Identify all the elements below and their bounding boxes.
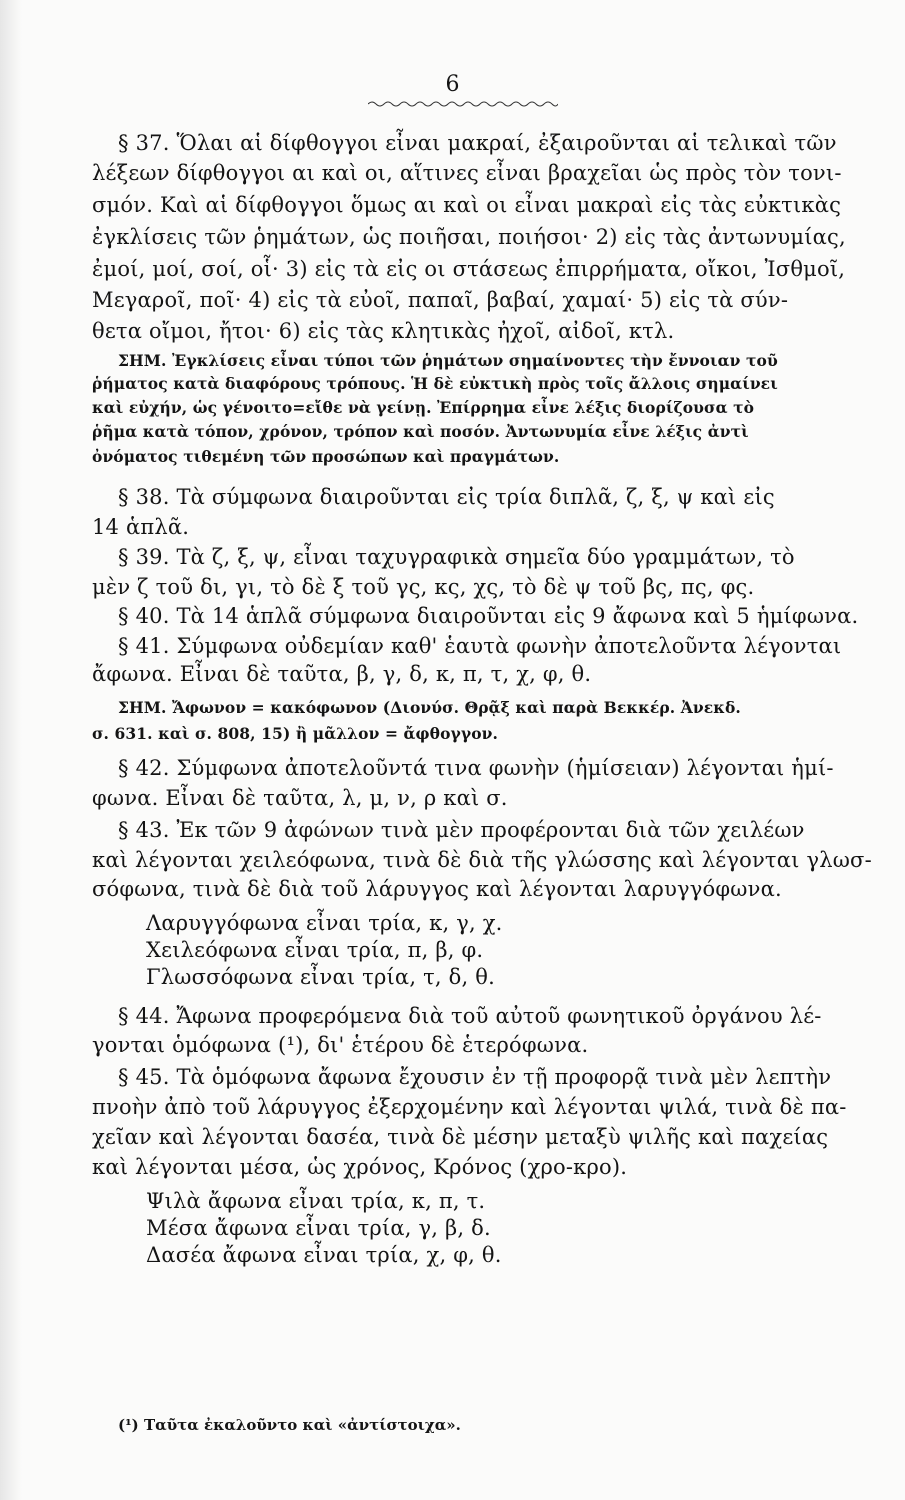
wavy-rule-ornament bbox=[368, 100, 558, 108]
note-line: ΣΗΜ. Ἐγκλίσεις εἶναι τύποι τῶν ῥημάτων σημαίνοντες τὴν ἔννοιαν τοῦ bbox=[118, 351, 778, 370]
text-line: λέξεων δίφθογγοι αι καὶ οι, αἵτινες εἶναι βραχεῖαι ὡς πρὸς τὸν τονι- bbox=[92, 161, 842, 185]
text-line: ἐγκλίσεις τῶν ῥημάτων, ὡς ποιῆσαι, ποιήσοι· 2) εἰς τὰς ἀντωνυμίας, bbox=[92, 225, 846, 249]
text-line: § 37. Ὅλαι αἱ δίφθογγοι εἶναι μακραί, ἐξαιροῦνται αἱ τελικαὶ τῶν bbox=[118, 131, 837, 155]
text-line: § 45. Τὰ ὁμόφωνα ἄφωνα ἔχουσιν ἐν τῇ προφορᾷ τινὰ μὲν λεπτὴν bbox=[118, 1065, 832, 1089]
consonant-row: Χειλεόφωνα εἶναι τρία, π, β, φ. bbox=[146, 938, 484, 962]
text-line: § 38. Τὰ σύμφωνα διαιροῦνται εἰς τρία διπλᾶ, ζ, ξ, ψ καὶ εἰς bbox=[118, 485, 775, 509]
note-line: ὀνόματος τιθεμένη τῶν προσώπων καὶ πραγμάτων. bbox=[92, 447, 560, 466]
text-line: μὲν ζ τοῦ δι, γι, τὸ δὲ ξ τοῦ γς, κς, χς, τὸ δὲ ψ τοῦ βς, πς, φς. bbox=[92, 575, 755, 599]
text-line: § 44. Ἄφωνα προφερόμενα διὰ τοῦ αὐτοῦ φωνητικοῦ ὀργάνου λέ- bbox=[118, 1004, 822, 1028]
text-line: καὶ λέγονται χειλεόφωνα, τινὰ δὲ διὰ τῆς γλώσσης καὶ λέγονται γλωσ- bbox=[92, 848, 872, 872]
text-line: σμόν. Καὶ αἱ δίφθογγοι ὅμως αι καὶ οι εἶναι μακραὶ εἰς τὰς εὐκτικὰς bbox=[92, 193, 842, 217]
note-line: σ. 631. καὶ σ. 808, 15) ἢ μᾶλλον = ἄφθογγον. bbox=[92, 724, 499, 743]
text-line: § 39. Τὰ ζ, ξ, ψ, εἶναι ταχυγραφικὰ σημεῖα δύο γραμμάτων, τὸ bbox=[118, 545, 795, 569]
text-line: ἐμοί, μοί, σοί, οἷ· 3) εἰς τὰ εἰς οι στάσεως ἐπιρρήματα, οἴκοι, Ἰσθμοῖ, bbox=[92, 257, 846, 281]
text-line: σόφωνα, τινὰ δὲ διὰ τοῦ λάρυγγος καὶ λέγονται λαρυγγόφωνα. bbox=[92, 877, 782, 901]
note-line: ῥῆμα κατὰ τόπον, χρόνον, τρόπον καὶ ποσόν. Ἀντωνυμία εἶνε λέξις ἀντὶ bbox=[92, 422, 749, 441]
text-line: χεῖαν καὶ λέγονται δασέα, τινὰ δὲ μέσην μεταξὺ ψιλῆς καὶ παχείας bbox=[92, 1125, 829, 1149]
note-line: καὶ εὐχήν, ὡς γένοιτο=εἴθε νὰ γείνῃ. Ἐπίρρημα εἶνε λέξις διορίζουσα τὸ bbox=[92, 398, 755, 417]
text-line: 14 ἁπλᾶ. bbox=[92, 515, 190, 539]
text-line: ἄφωνα. Εἶναι δὲ ταῦτα, β, γ, δ, κ, π, τ, χ, φ, θ. bbox=[92, 662, 592, 686]
text-line: θετα οἴμοι, ἤτοι· 6) εἰς τὰς κλητικὰς ἠχοῖ, αἰδοῖ, κτλ. bbox=[92, 319, 675, 343]
consonant-row: Μέσα ἄφωνα εἶναι τρία, γ, β, δ. bbox=[146, 1216, 491, 1240]
text-line: καὶ λέγονται μέσα, ὡς χρόνος, Κρόνος (χρο-κρο). bbox=[92, 1155, 628, 1179]
footnote: (¹) Ταῦτα ἐκαλοῦντο καὶ «ἀντίστοιχα». bbox=[118, 1416, 461, 1434]
page-number: 6 bbox=[445, 72, 460, 97]
text-line: § 41. Σύμφωνα οὐδεμίαν καθ' ἑαυτὰ φωνὴν ἀποτελοῦντα λέγονται bbox=[118, 634, 842, 658]
text-line: πνοὴν ἀπὸ τοῦ λάρυγγος ἐξερχομένην καὶ λέγονται ψιλά, τινὰ δὲ πα- bbox=[92, 1095, 847, 1119]
text-line: § 40. Τὰ 14 ἁπλᾶ σύμφωνα διαιροῦνται εἰς 9 ἄφωνα καὶ 5 ἡμίφωνα. bbox=[118, 604, 859, 628]
consonant-row: Δασέα ἄφωνα εἶναι τρία, χ, φ, θ. bbox=[146, 1243, 502, 1267]
page-gutter-shadow bbox=[0, 0, 22, 1500]
note-line: ΣΗΜ. Ἄφωνον = κακόφωνον (Διονύσ. Θρᾷξ καὶ παρὰ Βεκκέρ. Ἀνεκδ. bbox=[118, 698, 741, 717]
text-line: § 42. Σύμφωνα ἀποτελοῦντά τινα φωνὴν (ἡμίσειαν) λέγονται ἡμί- bbox=[118, 756, 834, 780]
consonant-row: Γλωσσόφωνα εἶναι τρία, τ, δ, θ. bbox=[146, 965, 495, 989]
text-line: § 43. Ἐκ τῶν 9 ἀφώνων τινὰ μὲν προφέρονται διὰ τῶν χειλέων bbox=[118, 818, 805, 842]
consonant-row: Λαρυγγόφωνα εἶναι τρία, κ, γ, χ. bbox=[146, 911, 503, 935]
note-line: ῥήματος κατὰ διαφόρους τρόπους. Ἡ δὲ εὐκτικὴ πρὸς τοῖς ἄλλοις σημαίνει bbox=[92, 374, 778, 393]
text-line: γονται ὁμόφωνα (¹), δι' ἑτέρου δὲ ἑτερόφωνα. bbox=[92, 1033, 589, 1057]
text-line: Μεγαροῖ, ποῖ· 4) εἰς τὰ εὐοῖ, παπαῖ, βαβαί, χαμαί· 5) εἰς τὰ σύν- bbox=[92, 288, 789, 312]
consonant-row: Ψιλὰ ἄφωνα εἶναι τρία, κ, π, τ. bbox=[146, 1189, 486, 1213]
text-line: φωνα. Εἶναι δὲ ταῦτα, λ, μ, ν, ρ καὶ σ. bbox=[92, 786, 508, 810]
